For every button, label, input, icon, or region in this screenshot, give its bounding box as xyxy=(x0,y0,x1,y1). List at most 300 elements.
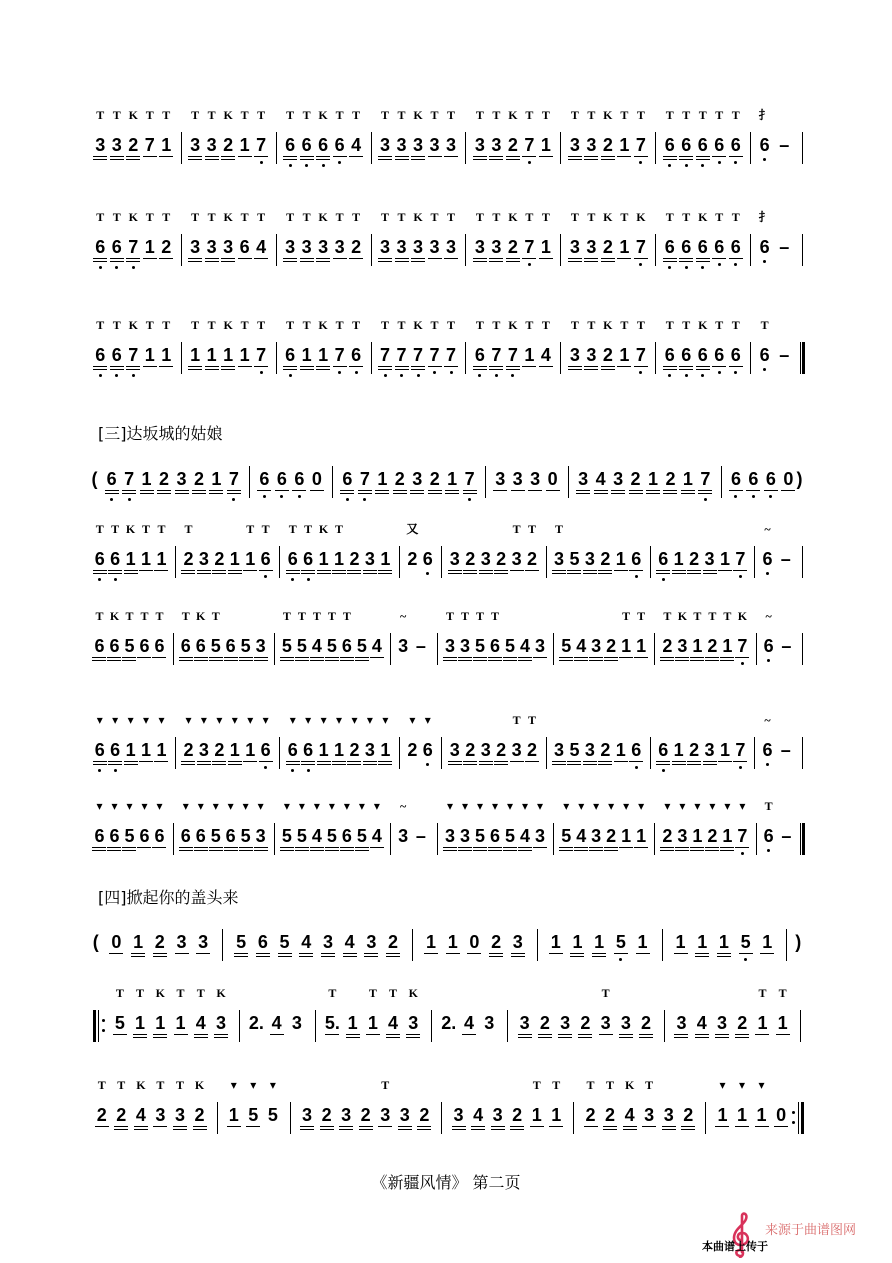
beam-underline xyxy=(592,953,606,954)
note xyxy=(645,469,661,489)
beam-underline xyxy=(108,764,122,765)
beam-underline xyxy=(448,761,462,762)
note xyxy=(714,1013,730,1033)
beam-underline xyxy=(611,490,625,491)
note-digit: 2 xyxy=(630,469,641,489)
note xyxy=(377,108,393,155)
beam-underline xyxy=(386,1034,400,1035)
note-digit: – xyxy=(779,345,790,365)
beam-underline xyxy=(378,761,392,762)
barline xyxy=(399,737,400,769)
tonguing-mark: T xyxy=(328,986,337,1000)
note xyxy=(598,986,614,1033)
beam-underline xyxy=(703,570,717,571)
dash-sustain xyxy=(413,636,429,656)
note-digit: 6 xyxy=(664,237,675,257)
note xyxy=(107,713,123,760)
note-digit: 6 xyxy=(730,135,741,155)
tonguing-mark: ▾ xyxy=(461,799,468,813)
note xyxy=(442,609,458,656)
octave-dot xyxy=(260,371,263,374)
beam-underline xyxy=(781,490,795,491)
beam-underline xyxy=(283,156,297,157)
note xyxy=(282,108,298,155)
beam-underline xyxy=(473,366,487,367)
beam-underline xyxy=(347,761,361,762)
beam-underline xyxy=(604,660,618,661)
note-digit: 3 xyxy=(474,237,485,257)
tonguing-mark: T xyxy=(723,609,732,623)
beam-underline xyxy=(567,764,581,765)
octave-dot xyxy=(763,368,766,371)
note xyxy=(628,740,644,760)
note-digit: 3 xyxy=(255,826,266,846)
note xyxy=(226,469,242,489)
tonguing-mark: T xyxy=(758,986,767,1000)
note-digit: 2 xyxy=(193,469,204,489)
octave-dot xyxy=(662,578,665,581)
beam-underline xyxy=(301,761,315,762)
beam-underline xyxy=(209,850,223,851)
note-digit: – xyxy=(415,826,426,846)
tonguing-mark: K xyxy=(624,1078,635,1092)
tonguing-mark: T xyxy=(282,609,291,623)
octave-dot xyxy=(338,371,341,374)
note-digit: 3 xyxy=(399,1105,410,1125)
tonguing-mark: T xyxy=(764,799,773,813)
beam-underline xyxy=(197,761,211,762)
barline xyxy=(371,342,372,374)
beam-underline xyxy=(444,258,458,259)
beam-underline xyxy=(300,369,314,370)
beam-underline xyxy=(488,850,502,851)
octave-dot xyxy=(495,374,498,377)
note xyxy=(151,609,167,656)
note xyxy=(395,609,411,656)
beam-underline xyxy=(221,156,235,157)
tonguing-mark: T xyxy=(97,1078,106,1092)
beam-underline xyxy=(238,366,252,367)
tonguing-mark: T xyxy=(555,522,564,536)
beam-underline xyxy=(107,850,121,851)
tonguing-mark: T xyxy=(240,318,249,332)
barline xyxy=(754,546,755,578)
barline xyxy=(274,823,275,855)
tonguing-mark: T xyxy=(586,1078,595,1092)
note-digit: 2 xyxy=(580,1013,591,1033)
note xyxy=(277,932,293,952)
note-digit: 3 xyxy=(174,1105,185,1125)
note xyxy=(269,1013,285,1033)
beam-underline xyxy=(614,953,628,954)
note-digit: 3 xyxy=(364,740,375,760)
note-digit: 4 xyxy=(595,469,606,489)
octave-dot xyxy=(289,374,292,377)
note-digit: 1 xyxy=(619,345,630,365)
tonguing-mark: T xyxy=(620,210,629,224)
beam-underline xyxy=(506,366,520,367)
note-digit: 3 xyxy=(198,740,209,760)
beam-underline xyxy=(340,850,354,851)
note xyxy=(761,799,777,846)
note-digit: 1 xyxy=(133,932,144,952)
note xyxy=(427,210,443,257)
octave-dot xyxy=(99,374,102,377)
beam-underline xyxy=(568,369,582,370)
tonguing-mark: T xyxy=(601,986,610,1000)
beam-underline xyxy=(299,953,313,954)
beam-underline xyxy=(696,159,710,160)
beam-underline xyxy=(574,660,588,661)
note-digit: 2 xyxy=(606,826,617,846)
note-digit: 1 xyxy=(697,932,708,952)
note xyxy=(256,469,272,489)
note xyxy=(493,740,509,760)
note xyxy=(505,318,521,365)
note-digit: 1 xyxy=(762,932,773,952)
note xyxy=(569,932,585,952)
note-digit: 1 xyxy=(190,345,201,365)
beam-underline xyxy=(280,660,294,661)
note xyxy=(204,318,220,365)
tonguing-mark: T xyxy=(587,210,596,224)
note xyxy=(517,636,533,656)
note xyxy=(331,522,347,569)
beam-underline xyxy=(506,258,520,259)
barline xyxy=(276,342,277,374)
beam-underline xyxy=(696,369,710,370)
barline xyxy=(750,132,751,164)
beam-underline xyxy=(159,156,173,157)
note-digit: – xyxy=(780,549,791,569)
tonguing-mark: ▾ xyxy=(724,799,731,813)
beam-underline xyxy=(558,1034,572,1035)
beam-underline xyxy=(672,764,686,765)
beam-underline xyxy=(153,1037,167,1038)
note-digit: 1 xyxy=(318,740,329,760)
beam-underline xyxy=(395,261,409,262)
beam-underline xyxy=(316,369,330,370)
beam-underline xyxy=(137,657,151,658)
note-digit: 3 xyxy=(255,636,266,656)
tonguing-mark: ▾ xyxy=(679,799,686,813)
octave-dot xyxy=(766,763,769,766)
beam-underline xyxy=(489,156,503,157)
beam-underline xyxy=(256,953,270,954)
beam-underline xyxy=(558,1037,572,1038)
note xyxy=(745,469,761,489)
note xyxy=(641,1078,657,1125)
note-digit: 1 xyxy=(551,1105,562,1125)
beam-underline xyxy=(110,258,124,259)
beam-underline xyxy=(629,490,643,491)
beam-underline xyxy=(228,570,242,571)
beam-underline xyxy=(205,261,219,262)
note-digit: 5 xyxy=(615,932,626,952)
note-digit: 5 xyxy=(569,740,580,760)
octave-dot xyxy=(289,164,292,167)
beam-underline xyxy=(619,847,633,848)
beam-underline xyxy=(712,366,726,367)
barline xyxy=(279,546,280,578)
note xyxy=(704,609,720,656)
note xyxy=(237,318,253,365)
note-digit: 5 xyxy=(740,932,751,952)
beam-underline xyxy=(443,847,457,848)
beam-underline xyxy=(378,573,392,574)
beam-underline xyxy=(698,490,712,491)
barline xyxy=(750,234,751,266)
beam-underline xyxy=(234,953,248,954)
tonguing-mark: T xyxy=(430,108,439,122)
note-digit: 1 xyxy=(621,826,632,846)
beam-underline xyxy=(424,953,438,954)
note-digit: 4 xyxy=(519,636,530,656)
beam-underline xyxy=(463,570,477,571)
note-digit: 2 xyxy=(183,740,194,760)
note-digit: 1 xyxy=(347,1013,358,1033)
note-digit: 6 xyxy=(110,740,121,760)
note-digit: 1 xyxy=(245,740,256,760)
tonguing-mark: ▾ xyxy=(250,1078,257,1092)
beam-underline xyxy=(690,660,704,661)
note xyxy=(635,932,651,952)
note-digit: 4 xyxy=(256,237,267,257)
note xyxy=(457,609,473,656)
beam-underline xyxy=(300,258,314,259)
dash-sustain xyxy=(778,826,794,846)
note xyxy=(394,210,410,257)
note xyxy=(208,609,224,656)
note xyxy=(444,469,460,489)
beam-underline xyxy=(672,573,686,574)
beam-underline xyxy=(473,847,487,848)
beam-underline xyxy=(92,657,106,658)
note xyxy=(532,636,548,656)
beam-underline xyxy=(518,850,532,851)
note-digit: 6 xyxy=(730,469,741,489)
tonguing-mark: T xyxy=(111,522,120,536)
tonguing-mark: K xyxy=(603,318,613,332)
note-digit: 1 xyxy=(673,549,684,569)
note-digit: 1 xyxy=(722,636,733,656)
beam-underline xyxy=(375,493,389,494)
tonguing-mark: T xyxy=(760,318,769,332)
note-digit: 6 xyxy=(285,345,296,365)
note-digit: 3 xyxy=(663,1105,674,1125)
note-digit: – xyxy=(779,135,790,155)
note xyxy=(490,1105,506,1125)
beam-underline xyxy=(395,258,409,259)
note-digit: 6 xyxy=(763,826,774,846)
beam-underline xyxy=(181,761,195,762)
note-digit: 2 xyxy=(407,740,418,760)
beam-underline xyxy=(393,490,407,491)
note-digit: 3 xyxy=(586,237,597,257)
octave-dot xyxy=(291,578,294,581)
beam-underline xyxy=(194,1034,208,1035)
note-digit: 6 xyxy=(301,135,312,155)
note xyxy=(759,932,775,952)
note xyxy=(374,469,390,489)
beam-underline xyxy=(629,570,643,571)
note xyxy=(521,318,537,365)
note xyxy=(442,799,458,846)
tonguing-mark: ▾ xyxy=(578,799,585,813)
note-digit: 3 xyxy=(600,1013,611,1033)
beam-underline xyxy=(339,1129,353,1130)
octave-dot xyxy=(752,495,755,498)
beam-underline xyxy=(378,258,392,259)
note xyxy=(505,210,521,257)
beam-underline xyxy=(510,761,524,762)
barline xyxy=(650,737,651,769)
dash-sustain xyxy=(776,237,792,257)
octave-dot xyxy=(685,374,688,377)
note xyxy=(138,522,154,569)
tonguing-mark: ▾ xyxy=(200,713,207,727)
beam-underline xyxy=(411,156,425,157)
beam-underline xyxy=(473,850,487,851)
note-digit: 6 xyxy=(762,740,773,760)
tonguing-mark: K xyxy=(508,108,518,122)
beam-underline xyxy=(93,761,107,762)
note xyxy=(573,799,589,846)
note-digit: 6 xyxy=(139,826,150,846)
note-digit: 1 xyxy=(239,345,250,365)
beam-underline xyxy=(395,366,409,367)
beam-underline xyxy=(92,847,106,848)
tonguing-mark: K xyxy=(128,108,138,122)
octave-dot xyxy=(400,374,403,377)
tonguing-mark: T xyxy=(620,108,629,122)
beam-underline xyxy=(107,660,121,661)
beam-underline xyxy=(598,764,612,765)
note-digit: 4 xyxy=(351,135,362,155)
tonguing-mark: ▾ xyxy=(382,713,389,727)
barline xyxy=(276,234,277,266)
beam-underline xyxy=(619,657,633,658)
note xyxy=(130,932,146,952)
octave-dot xyxy=(426,763,429,766)
beam-underline xyxy=(93,156,107,157)
note-digit: 4 xyxy=(463,1013,474,1033)
note xyxy=(172,1078,188,1125)
tonguing-mark: T xyxy=(246,522,255,536)
note xyxy=(142,318,158,365)
note xyxy=(299,210,315,257)
note xyxy=(588,636,604,656)
dash-sustain xyxy=(776,345,792,365)
beam-underline xyxy=(193,1126,207,1127)
note xyxy=(385,986,401,1033)
note-digit: 3 xyxy=(206,237,217,257)
beam-underline xyxy=(366,1034,380,1035)
octave-dot xyxy=(701,374,704,377)
note xyxy=(348,210,364,257)
beam-underline xyxy=(209,847,223,848)
note xyxy=(447,740,463,760)
note xyxy=(392,469,408,489)
tonguing-mark: ▾ xyxy=(409,713,416,727)
beam-underline xyxy=(589,850,603,851)
beam-underline xyxy=(448,764,462,765)
tonguing-mark: K xyxy=(508,210,518,224)
beam-underline xyxy=(378,1126,392,1127)
note xyxy=(566,549,582,569)
octave-dot xyxy=(307,578,310,581)
tonguing-mark: T xyxy=(112,210,121,224)
note-digit: 1 xyxy=(367,1013,378,1033)
tonguing-mark: ▾ xyxy=(336,713,343,727)
note xyxy=(462,740,478,760)
beam-underline xyxy=(254,850,268,851)
beam-underline xyxy=(124,761,138,762)
note xyxy=(279,609,295,656)
note xyxy=(423,932,439,952)
tonguing-mark: T xyxy=(512,713,521,727)
beam-underline xyxy=(355,660,369,661)
note xyxy=(583,1078,599,1125)
beam-underline xyxy=(463,764,477,765)
beam-underline xyxy=(278,953,292,954)
note-digit: 3 xyxy=(446,135,457,155)
beam-underline xyxy=(690,847,704,848)
barline xyxy=(412,929,413,961)
beam-underline xyxy=(122,493,136,494)
beam-underline xyxy=(228,764,242,765)
octave-dot xyxy=(639,161,642,164)
beam-underline xyxy=(552,761,566,762)
octave-dot xyxy=(767,659,770,662)
note-digit: 3 xyxy=(449,740,460,760)
tonguing-mark: T xyxy=(492,108,501,122)
beam-underline xyxy=(488,847,502,848)
note xyxy=(618,1013,634,1033)
beam-underline xyxy=(663,258,677,259)
note-digit: 7 xyxy=(359,469,370,489)
note xyxy=(481,1013,497,1033)
octave-dot xyxy=(701,164,704,167)
note xyxy=(136,799,152,846)
note-digit: 3 xyxy=(676,1013,687,1033)
beam-underline xyxy=(378,369,392,370)
tonguing-mark: T xyxy=(327,609,336,623)
beam-underline xyxy=(559,657,573,658)
note xyxy=(94,1078,110,1125)
note-digit: 1 xyxy=(155,1013,166,1033)
note xyxy=(300,713,316,760)
note xyxy=(702,740,718,760)
note-digit: 6 xyxy=(714,345,725,365)
tonguing-mark: T xyxy=(380,108,389,122)
beam-underline xyxy=(619,1037,633,1038)
note-digit: 2 xyxy=(507,135,518,155)
beam-underline xyxy=(698,493,712,494)
beam-underline xyxy=(110,366,124,367)
beam-underline xyxy=(378,570,392,571)
beam-underline xyxy=(196,953,210,954)
octave-dot xyxy=(704,498,707,501)
note-digit: 1 xyxy=(161,345,172,365)
tonguing-mark: T xyxy=(528,713,537,727)
note-digit: 3 xyxy=(413,237,424,257)
note xyxy=(702,549,718,569)
beam-underline xyxy=(629,761,643,762)
beam-underline xyxy=(533,847,547,848)
tonguing-mark: T xyxy=(342,609,351,623)
tonguing-mark: T xyxy=(637,609,646,623)
